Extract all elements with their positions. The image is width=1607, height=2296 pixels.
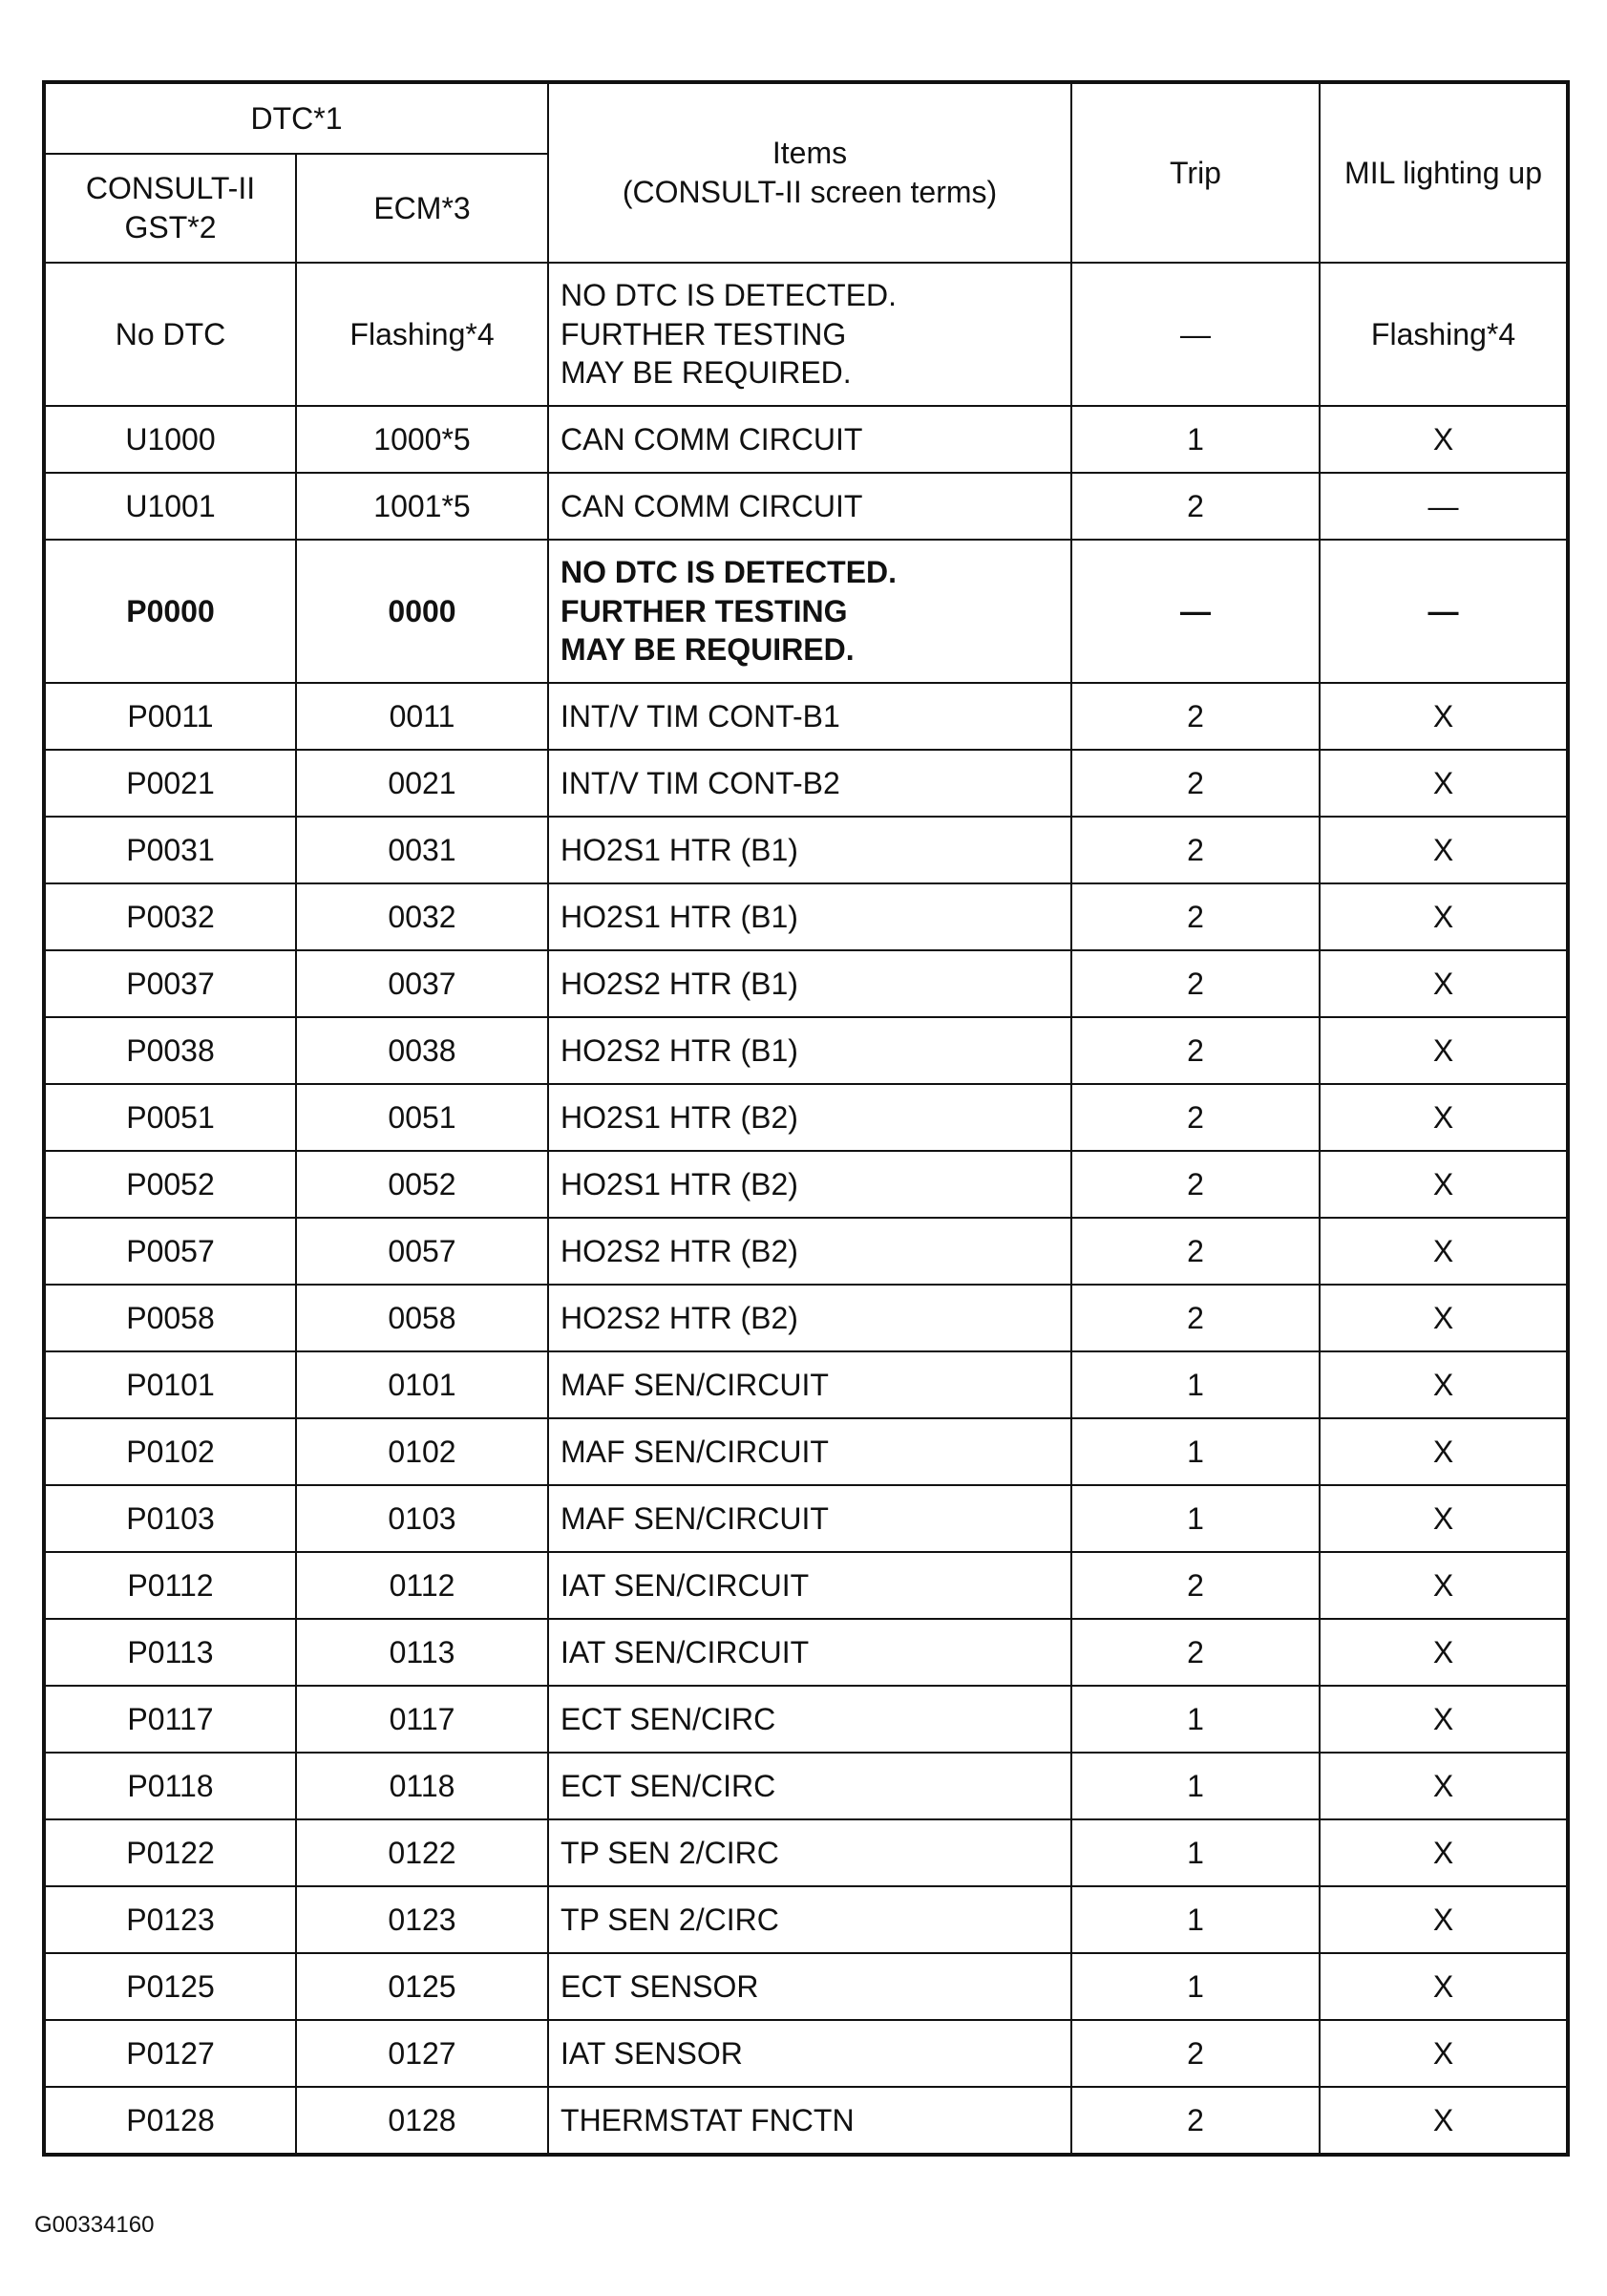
trip-cell: — — [1071, 540, 1320, 683]
table-row — [44, 2087, 1568, 2155]
trip-cell: 2 — [1071, 1017, 1320, 1084]
dtc-ecm-cell: 0052 — [296, 1151, 548, 1218]
item-cell: NO DTC IS DETECTED. FURTHER TESTING MAY BE REQUIRED. — [548, 540, 1071, 683]
table-row — [44, 263, 1568, 406]
dtc-ecm-cell: 0113 — [296, 1619, 548, 1686]
dtc-consult-gst-cell: P0101 — [44, 1351, 296, 1418]
trip-cell: 2 — [1071, 1084, 1320, 1151]
table-row — [44, 1418, 1568, 1485]
dtc-consult-gst-cell: P0103 — [44, 1485, 296, 1552]
table-row — [44, 1285, 1568, 1351]
table-row — [44, 1017, 1568, 1084]
trip-cell: 2 — [1071, 1285, 1320, 1351]
dtc-consult-gst-cell: P0123 — [44, 1886, 296, 1953]
dtc-consult-gst-cell: P0052 — [44, 1151, 296, 1218]
item-cell: CAN COMM CIRCUIT — [548, 406, 1071, 473]
trip-cell: 1 — [1071, 1485, 1320, 1552]
item-cell: IAT SEN/CIRCUIT — [548, 1552, 1071, 1619]
table-row — [44, 1753, 1568, 1819]
dtc-ecm-cell: 1001*5 — [296, 473, 548, 540]
mil-cell: X — [1320, 1351, 1568, 1418]
mil-cell: X — [1320, 1218, 1568, 1285]
trip-cell: 2 — [1071, 950, 1320, 1017]
mil-cell: X — [1320, 683, 1568, 750]
trip-cell: 2 — [1071, 1552, 1320, 1619]
dtc-table-container — [42, 80, 1566, 2157]
dtc-consult-gst-cell: P0118 — [44, 1753, 296, 1819]
dtc-consult-gst-cell: P0037 — [44, 950, 296, 1017]
figure-code: G00334160 — [34, 2212, 155, 2238]
mil-cell: Flashing*4 — [1320, 263, 1568, 406]
mil-cell: X — [1320, 1686, 1568, 1753]
dtc-ecm-cell: 0021 — [296, 750, 548, 817]
mil-cell: X — [1320, 1819, 1568, 1886]
item-cell: TP SEN 2/CIRC — [548, 1819, 1071, 1886]
mil-cell: X — [1320, 1017, 1568, 1084]
table-row — [44, 1552, 1568, 1619]
table-row — [44, 1819, 1568, 1886]
item-cell: INT/V TIM CONT-B2 — [548, 750, 1071, 817]
dtc-consult-gst-cell: U1000 — [44, 406, 296, 473]
item-cell: NO DTC IS DETECTED. FURTHER TESTING MAY BE REQUIRED. — [548, 263, 1071, 406]
trip-cell: 1 — [1071, 1753, 1320, 1819]
trip-cell: 1 — [1071, 1886, 1320, 1953]
table-row — [44, 683, 1568, 750]
trip-cell: 1 — [1071, 406, 1320, 473]
item-cell: HO2S1 HTR (B2) — [548, 1151, 1071, 1218]
item-cell: HO2S2 HTR (B1) — [548, 1017, 1071, 1084]
trip-cell: 2 — [1071, 817, 1320, 883]
mil-cell: X — [1320, 817, 1568, 883]
trip-cell: 2 — [1071, 1151, 1320, 1218]
dtc-ecm-cell: 0118 — [296, 1753, 548, 1819]
table-row — [44, 1084, 1568, 1151]
mil-cell: X — [1320, 1953, 1568, 2020]
dtc-ecm-cell: 0102 — [296, 1418, 548, 1485]
item-cell: THERMSTAT FNCTN — [548, 2087, 1071, 2155]
mil-cell: X — [1320, 406, 1568, 473]
dtc-ecm-cell: 0032 — [296, 883, 548, 950]
ecm-header: ECM*3 — [296, 154, 548, 263]
table-row — [44, 473, 1568, 540]
mil-cell: X — [1320, 1418, 1568, 1485]
dtc-ecm-cell: 0037 — [296, 950, 548, 1017]
dtc-ecm-cell: 0011 — [296, 683, 548, 750]
trip-cell: 1 — [1071, 1418, 1320, 1485]
dtc-ecm-cell: 0038 — [296, 1017, 548, 1084]
dtc-ecm-cell: 0051 — [296, 1084, 548, 1151]
dtc-ecm-cell: 0117 — [296, 1686, 548, 1753]
table-row — [44, 950, 1568, 1017]
mil-cell: X — [1320, 883, 1568, 950]
dtc-ecm-cell: 0057 — [296, 1218, 548, 1285]
dtc-consult-gst-cell: P0112 — [44, 1552, 296, 1619]
trip-cell: 2 — [1071, 2087, 1320, 2155]
items-header: Items (CONSULT-II screen terms) — [548, 82, 1071, 263]
table-row — [44, 540, 1568, 683]
mil-cell: X — [1320, 1285, 1568, 1351]
mil-cell: X — [1320, 1619, 1568, 1686]
item-cell: MAF SEN/CIRCUIT — [548, 1418, 1071, 1485]
dtc-consult-gst-cell: P0102 — [44, 1418, 296, 1485]
trip-cell: 1 — [1071, 1351, 1320, 1418]
trip-cell: 1 — [1071, 1686, 1320, 1753]
item-cell: ECT SEN/CIRC — [548, 1753, 1071, 1819]
mil-cell: X — [1320, 1485, 1568, 1552]
item-cell: HO2S1 HTR (B1) — [548, 817, 1071, 883]
dtc-consult-gst-cell: P0127 — [44, 2020, 296, 2087]
dtc-consult-gst-cell: P0031 — [44, 817, 296, 883]
dtc-ecm-cell: 0125 — [296, 1953, 548, 2020]
table-row — [44, 817, 1568, 883]
dtc-consult-gst-cell: P0000 — [44, 540, 296, 683]
trip-cell: 2 — [1071, 473, 1320, 540]
table-row — [44, 1485, 1568, 1552]
consult-gst-header: CONSULT-II GST*2 — [44, 154, 296, 263]
table-row — [44, 750, 1568, 817]
dtc-ecm-cell: 0103 — [296, 1485, 548, 1552]
item-cell: IAT SENSOR — [548, 2020, 1071, 2087]
mil-cell: X — [1320, 1552, 1568, 1619]
item-cell: TP SEN 2/CIRC — [548, 1886, 1071, 1953]
dtc-ecm-cell: 0058 — [296, 1285, 548, 1351]
mil-cell: X — [1320, 950, 1568, 1017]
mil-cell: — — [1320, 473, 1568, 540]
mil-cell: X — [1320, 2087, 1568, 2155]
dtc-consult-gst-cell: P0117 — [44, 1686, 296, 1753]
dtc-ecm-cell: 1000*5 — [296, 406, 548, 473]
mil-cell: X — [1320, 750, 1568, 817]
table-row — [44, 2020, 1568, 2087]
table-row — [44, 1218, 1568, 1285]
dtc-consult-gst-cell: P0011 — [44, 683, 296, 750]
item-cell: MAF SEN/CIRCUIT — [548, 1485, 1071, 1552]
item-cell: MAF SEN/CIRCUIT — [548, 1351, 1071, 1418]
item-cell: HO2S2 HTR (B1) — [548, 950, 1071, 1017]
dtc-ecm-cell: 0112 — [296, 1552, 548, 1619]
dtc-ecm-cell: Flashing*4 — [296, 263, 548, 406]
dtc-ecm-cell: 0122 — [296, 1819, 548, 1886]
trip-cell: 2 — [1071, 1619, 1320, 1686]
table-body — [44, 263, 1568, 2155]
mil-cell: X — [1320, 1151, 1568, 1218]
table-row — [44, 883, 1568, 950]
item-cell: ECT SEN/CIRC — [548, 1686, 1071, 1753]
trip-cell: 2 — [1071, 1218, 1320, 1285]
trip-cell: 2 — [1071, 750, 1320, 817]
trip-cell: 2 — [1071, 683, 1320, 750]
trip-cell: 1 — [1071, 1953, 1320, 2020]
table-row — [44, 1686, 1568, 1753]
trip-cell: 1 — [1071, 1819, 1320, 1886]
trip-cell: 2 — [1071, 2020, 1320, 2087]
mil-header: MIL lighting up — [1320, 82, 1568, 263]
dtc-consult-gst-cell: P0051 — [44, 1084, 296, 1151]
dtc-consult-gst-cell: P0057 — [44, 1218, 296, 1285]
item-cell: CAN COMM CIRCUIT — [548, 473, 1071, 540]
mil-cell: — — [1320, 540, 1568, 683]
dtc-consult-gst-cell: P0032 — [44, 883, 296, 950]
table-row — [44, 1953, 1568, 2020]
dtc-consult-gst-cell: P0122 — [44, 1819, 296, 1886]
dtc-consult-gst-cell: P0128 — [44, 2087, 296, 2155]
dtc-ecm-cell: 0127 — [296, 2020, 548, 2087]
dtc-ecm-cell: 0123 — [296, 1886, 548, 1953]
dtc-consult-gst-cell: P0021 — [44, 750, 296, 817]
dtc-consult-gst-cell: P0113 — [44, 1619, 296, 1686]
table-row — [44, 406, 1568, 473]
table-row — [44, 1151, 1568, 1218]
table-row — [44, 1619, 1568, 1686]
item-cell: HO2S2 HTR (B2) — [548, 1218, 1071, 1285]
trip-header: Trip — [1071, 82, 1320, 263]
dtc-consult-gst-cell: No DTC — [44, 263, 296, 406]
header-row-top — [44, 82, 1568, 154]
dtc-ecm-cell: 0031 — [296, 817, 548, 883]
item-cell: HO2S1 HTR (B2) — [548, 1084, 1071, 1151]
item-cell: HO2S1 HTR (B1) — [548, 883, 1071, 950]
mil-cell: X — [1320, 1886, 1568, 1953]
dtc-consult-gst-cell: P0125 — [44, 1953, 296, 2020]
dtc-table — [42, 80, 1570, 2157]
item-cell: ECT SENSOR — [548, 1953, 1071, 2020]
table-row — [44, 1886, 1568, 1953]
item-cell: INT/V TIM CONT-B1 — [548, 683, 1071, 750]
trip-cell: — — [1071, 263, 1320, 406]
mil-cell: X — [1320, 1084, 1568, 1151]
dtc-ecm-cell: 0128 — [296, 2087, 548, 2155]
dtc-ecm-cell: 0101 — [296, 1351, 548, 1418]
trip-cell: 2 — [1071, 883, 1320, 950]
item-cell: IAT SEN/CIRCUIT — [548, 1619, 1071, 1686]
item-cell: HO2S2 HTR (B2) — [548, 1285, 1071, 1351]
dtc-consult-gst-cell: P0058 — [44, 1285, 296, 1351]
dtc-group-header: DTC*1 — [44, 82, 548, 154]
dtc-ecm-cell: 0000 — [296, 540, 548, 683]
mil-cell: X — [1320, 1753, 1568, 1819]
dtc-consult-gst-cell: P0038 — [44, 1017, 296, 1084]
table-row — [44, 1351, 1568, 1418]
mil-cell: X — [1320, 2020, 1568, 2087]
dtc-consult-gst-cell: U1001 — [44, 473, 296, 540]
